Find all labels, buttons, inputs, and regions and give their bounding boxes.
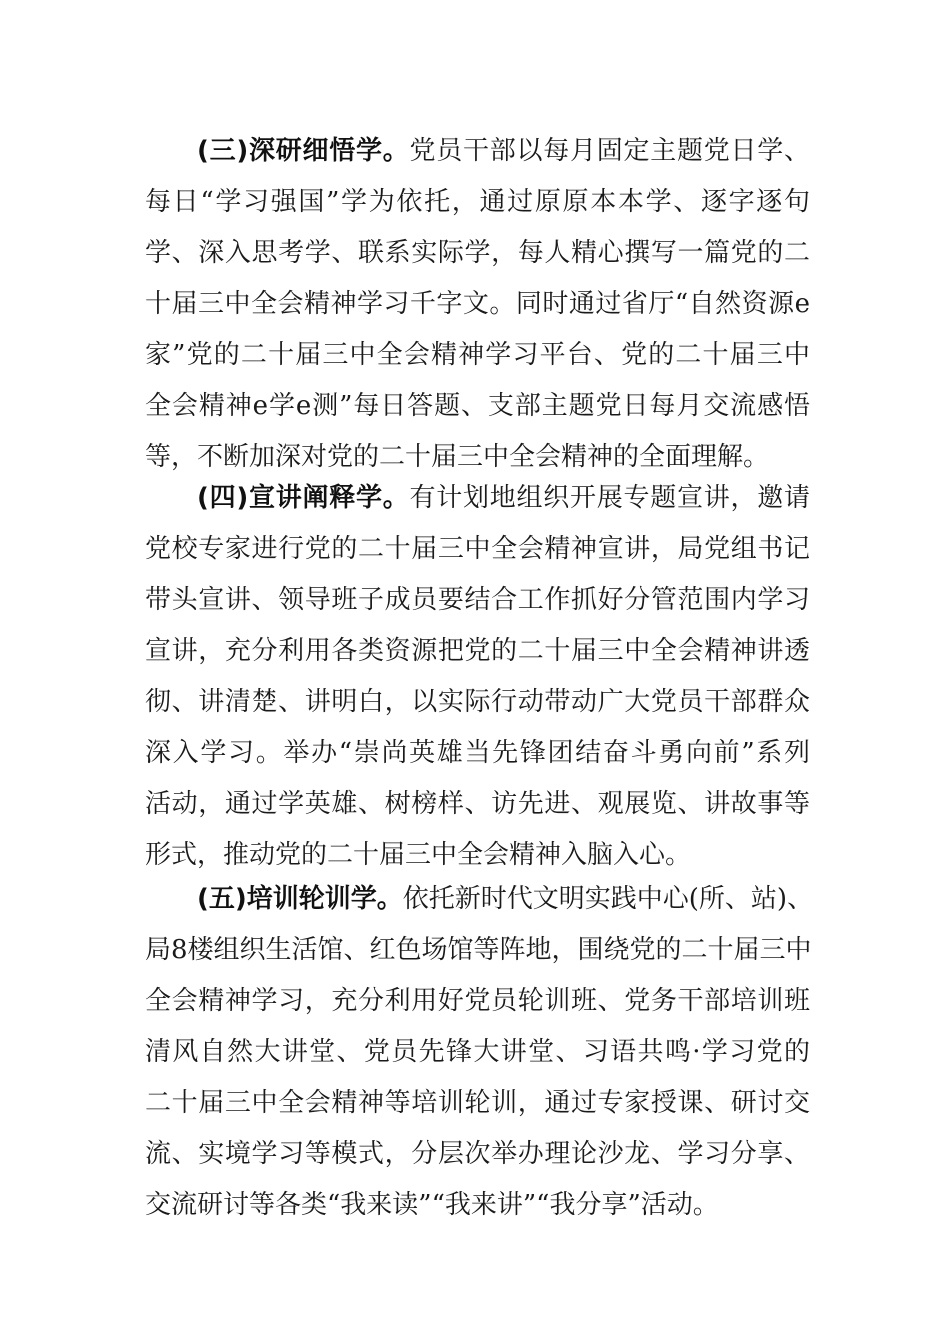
section-5-heading: (五)培训轮训学。 <box>197 884 403 914</box>
section-3-line-4: 十届三中全会精神学习千字文。同时通过省厅“自然资源e <box>145 289 810 319</box>
section-4-line-2: 党校专家进行党的二十届三中全会精神宣讲，局党组书记 <box>145 534 810 564</box>
section-3-line-3: 学、深入思考学、联系实际学，每人精心撰写一篇党的二 <box>145 238 810 268</box>
section-5-line-2: 局8楼组织生活馆、红色场馆等阵地，围绕党的二十届三中 <box>145 935 812 965</box>
section-3-line-2: 每日“学习强国”学为依托，通过原原本本学、逐字逐句 <box>145 187 810 217</box>
section-5-text: 依托新时代文明实践中心(所、站)、 <box>402 884 814 914</box>
section-4-line-4: 宣讲，充分利用各类资源把党的二十届三中全会精神讲透 <box>145 636 810 666</box>
section-3-line-5: 家”党的二十届三中全会精神学习平台、党的二十届三中 <box>145 340 810 370</box>
section-5-line-4: 清风自然大讲堂、党员先锋大讲堂、习语共鸣·学习党的 <box>145 1037 810 1067</box>
section-4-line-5: 彻、讲清楚、讲明白，以实际行动带动广大党员干部群众 <box>145 687 810 717</box>
section-5-line-6: 流、实境学习等模式，分层次举办理论沙龙、学习分享、 <box>145 1139 810 1169</box>
section-5-line-5: 二十届三中全会精神等培训轮训，通过专家授课、研讨交 <box>145 1088 810 1118</box>
section-3-paragraph <box>145 126 810 483</box>
section-4-paragraph <box>145 473 810 881</box>
section-3-heading: (三)深研细悟学。 <box>197 136 410 166</box>
section-4-line-8: 形式，推动党的二十届三中全会精神入脑入心。 <box>145 840 692 870</box>
section-5-line-1 <box>145 874 814 925</box>
section-4-line-1 <box>145 473 810 524</box>
section-5-paragraph <box>145 874 814 1231</box>
section-4-line-3: 带头宣讲、领导班子成员要结合工作抓好分管范围内学习 <box>145 585 810 615</box>
section-4-heading: (四)宣讲阐释学。 <box>197 483 410 513</box>
section-3-line-1 <box>145 126 810 177</box>
section-4-line-6: 深入学习。举办“崇尚英雄当先锋团结奋斗勇向前”系列 <box>145 738 810 768</box>
section-4-line-7: 活动，通过学英雄、树榜样、访先进、观展览、讲故事等 <box>145 789 810 819</box>
section-3-text: 党员干部以每月固定主题党日学、 <box>409 136 810 166</box>
section-3-line-6: 全会精神e学e测”每日答题、支部主题党日每月交流感悟 <box>145 391 810 421</box>
section-5-line-3: 全会精神学习，充分利用好党员轮训班、党务干部培训班 <box>145 986 810 1016</box>
section-5-line-7: 交流研讨等各类“我来读”“我来讲”“我分享”活动。 <box>145 1190 719 1220</box>
section-3-line-7: 等，不断加深对党的二十届三中全会精神的全面理解。 <box>145 442 770 472</box>
section-4-text: 有计划地组织开展专题宣讲，邀请 <box>409 483 810 513</box>
